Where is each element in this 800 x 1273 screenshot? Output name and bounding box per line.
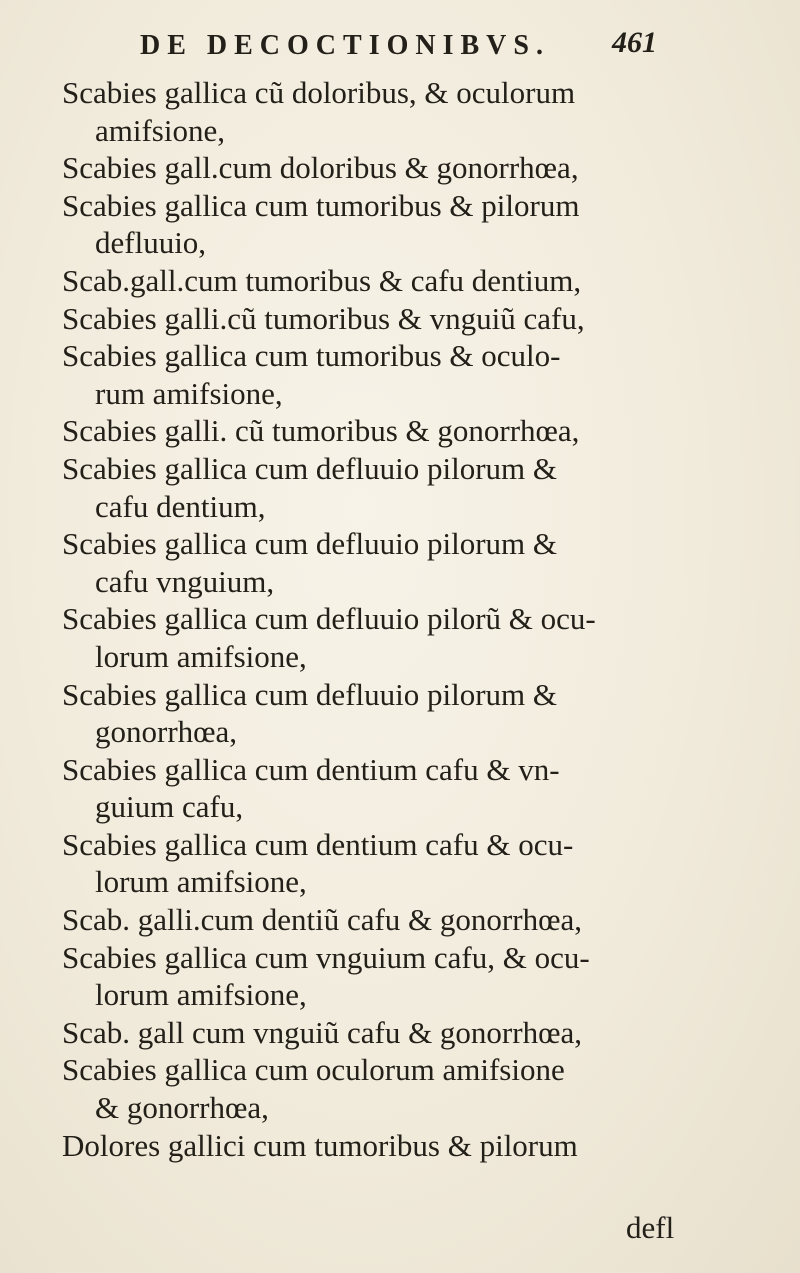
text-line: Scabies gallica cum defluuio pilorũ & ocu-	[62, 601, 596, 637]
text-line: Scabies gallica cum tumoribus & oculo-	[62, 338, 561, 374]
text-line: Scabies gallica cum defluuio pilorum &	[62, 676, 558, 712]
text-line: rum amifsione,	[95, 375, 283, 411]
text-line: & gonorrhœa,	[95, 1090, 269, 1126]
page-number: 461	[612, 26, 657, 59]
text-line: amifsione,	[95, 112, 225, 148]
text-line: lorum amifsione,	[95, 638, 307, 674]
text-line: Scabies gallica cum dentium cafu & vn-	[62, 751, 560, 787]
catchword: defl	[626, 1210, 675, 1245]
text-line: defluuio,	[95, 225, 207, 261]
text-line: Scabies galli. cũ tumoribus & gonorrhœa,	[62, 413, 580, 449]
running-head: DE DECOCTIONIBVS.	[140, 30, 550, 61]
text-line: Scab. galli.cum dentiũ cafu & gonorrhœa,	[62, 902, 582, 938]
text-line: cafu dentium,	[95, 488, 266, 524]
text-line: Scabies gallica cum oculorum amifsione	[62, 1052, 565, 1088]
page-header	[0, 20, 800, 76]
text-line: Scabies gallica cum defluuio pilorum &	[62, 526, 558, 562]
text-line: Dolores gallici cum tumoribus & pilorum	[62, 1127, 578, 1163]
text-line: Scabies galli.cũ tumoribus & vnguiũ cafu,	[62, 300, 585, 336]
text-line: lorum amifsione,	[95, 864, 307, 900]
text-line: Scabies gallica cum defluuio pilorum &	[62, 450, 558, 486]
text-line: Scabies gall.cum doloribus & gonorrhœa,	[62, 150, 579, 186]
text-line: gonorrhœa,	[95, 714, 238, 750]
text-line: Scabies gallica cum tumoribus & pilorum	[62, 187, 580, 223]
text-line: guium cafu,	[95, 789, 244, 825]
text-line: Scab. gall cum vnguiũ cafu & gonorrhœa,	[62, 1014, 582, 1050]
text-line: Scabies gallica cũ doloribus, & oculorum	[62, 75, 576, 110]
text-line: cafu vnguium,	[95, 563, 275, 599]
text-line: Scabies gallica cum vnguium cafu, & ocu-	[62, 939, 590, 975]
text-line: Scab.gall.cum tumoribus & cafu dentium,	[62, 262, 582, 298]
text-line: lorum amifsione,	[95, 977, 307, 1013]
text-line: Scabies gallica cum dentium cafu & ocu-	[62, 826, 574, 862]
text-block	[62, 74, 752, 1164]
